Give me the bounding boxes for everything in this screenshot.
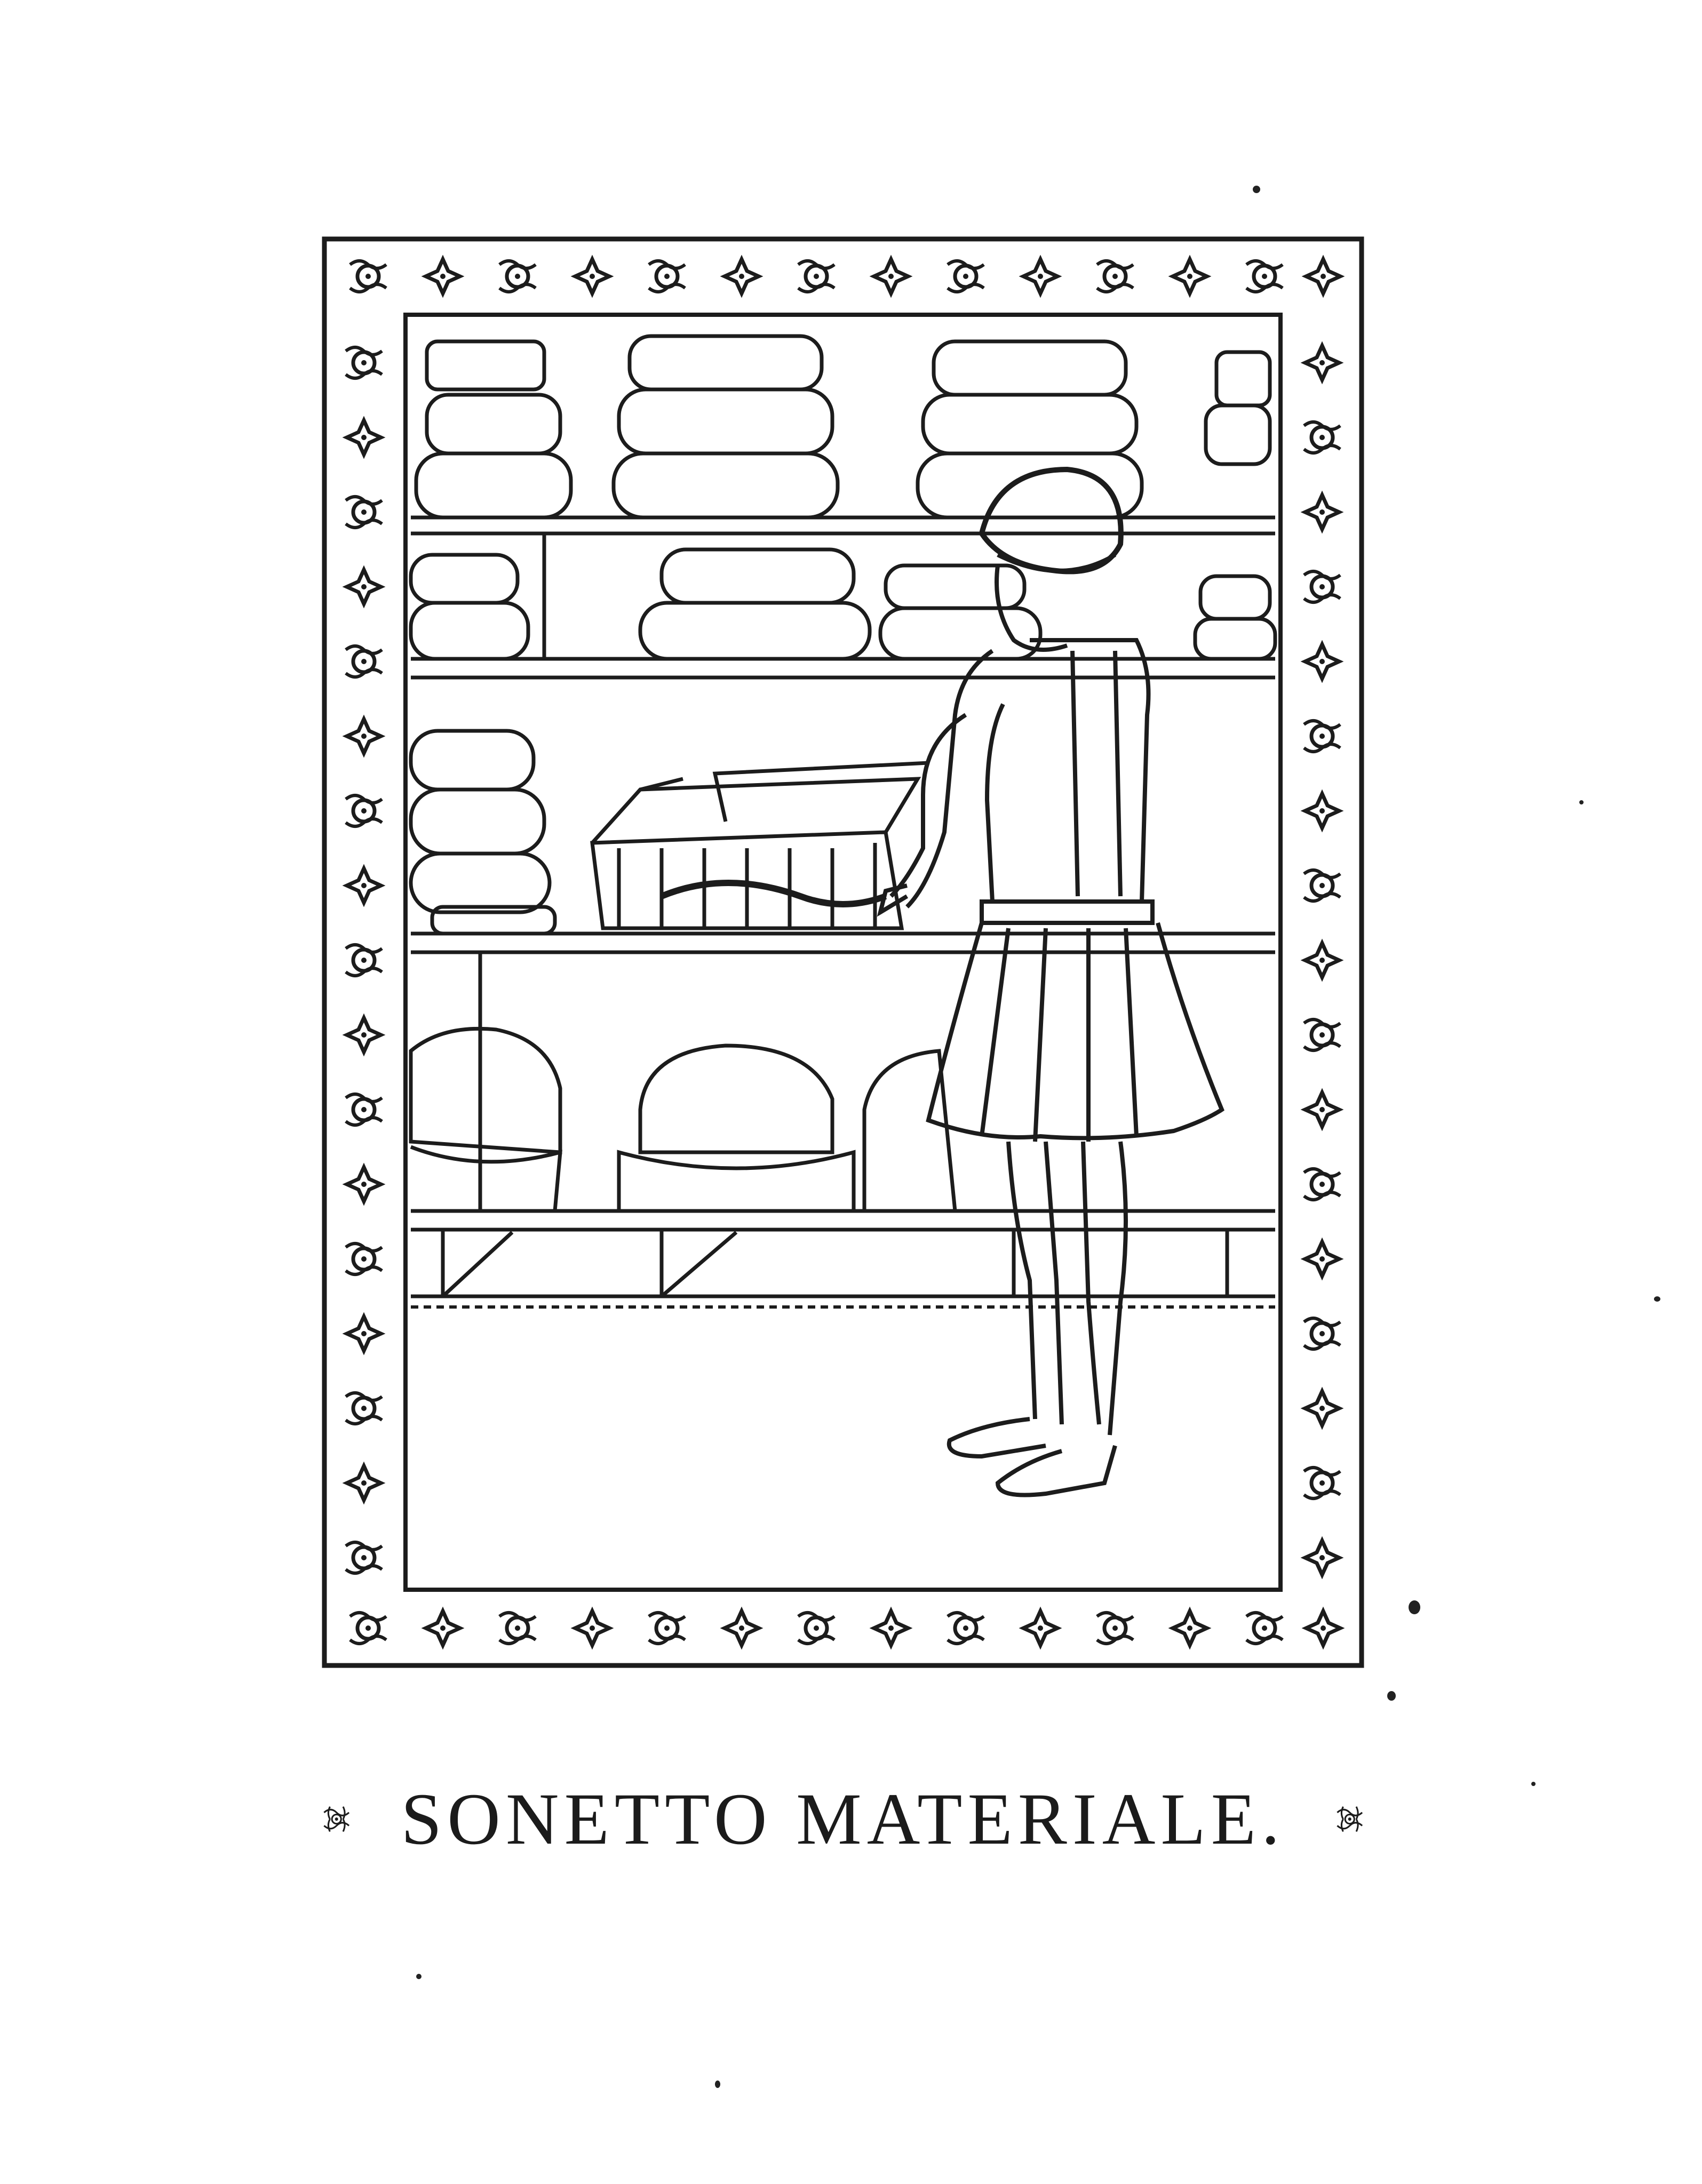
top-border <box>350 259 1340 293</box>
woodcut-illustration <box>320 235 1366 1670</box>
cheese-wheels-second <box>411 549 1275 659</box>
right-border <box>1304 346 1340 1575</box>
ink-speck <box>1409 1600 1420 1614</box>
ink-speck <box>416 1974 421 1979</box>
fleuron-right-icon <box>1333 1779 1366 1859</box>
woodcut-svg <box>320 235 1366 1670</box>
left-border <box>346 347 382 1573</box>
cheese-basket <box>592 763 928 928</box>
ink-speck <box>1531 1782 1536 1786</box>
bottom-border <box>350 1611 1340 1645</box>
cheese-wheels-bottom <box>411 1029 955 1211</box>
ink-speck <box>1579 800 1584 804</box>
merchant-figure <box>880 469 1222 1495</box>
ink-speck <box>1253 186 1260 193</box>
caption-title: SONETTO MATERIALE. <box>401 1778 1285 1860</box>
ink-speck <box>715 2081 720 2088</box>
fleuron-left-icon <box>320 1779 353 1859</box>
ink-speck <box>1654 1296 1660 1302</box>
ink-speck <box>1387 1691 1396 1701</box>
cheese-wheels-third <box>411 731 555 934</box>
caption <box>320 1771 1366 1867</box>
cheese-wheels-top <box>416 336 1270 517</box>
